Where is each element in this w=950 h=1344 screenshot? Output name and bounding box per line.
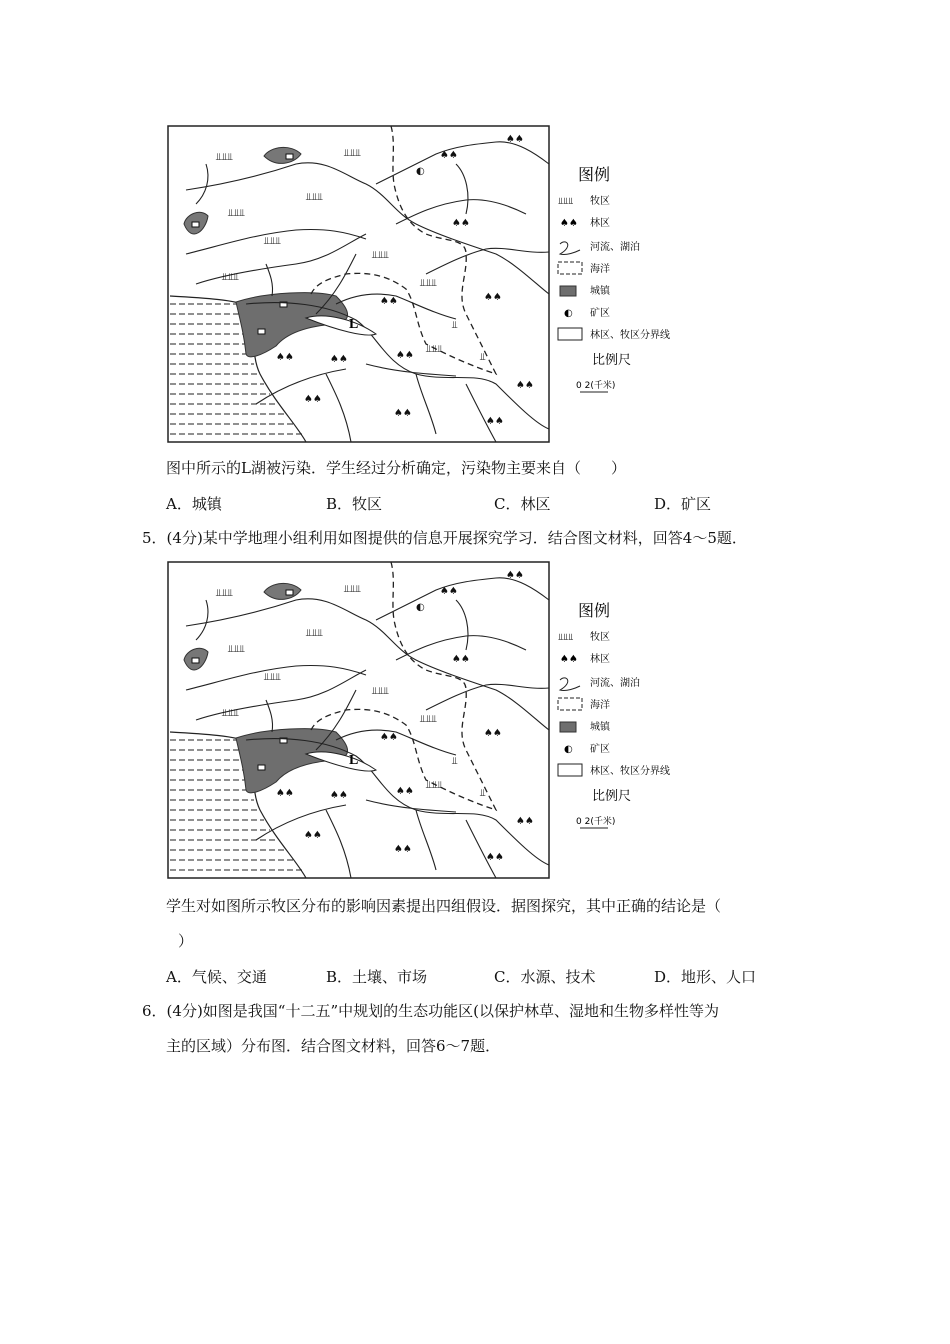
svg-text:⫫⫫⫫: ⫫⫫⫫ [228,644,245,655]
svg-text:⫫: ⫫ [480,352,486,363]
legend [557,165,670,392]
svg-text:林区、牧区分界线: 林区、牧区分界线 [590,330,670,341]
q5-intro: 5．(4分)某中学地理小组利用如图提供的信息开展探究学习．结合图文材料，回答4～5题． [142,529,747,547]
svg-text:⫫⫫⫫: ⫫⫫⫫ [306,628,323,639]
svg-text:⫫⫫⫫: ⫫⫫⫫ [558,197,574,207]
svg-text:♠♠: ♠♠ [486,852,504,863]
svg-text:⫫: ⫫ [480,788,486,799]
svg-text:林区、牧区分界线: 林区、牧区分界线 [590,766,670,777]
svg-text:♠♠: ♠♠ [394,408,412,419]
map-figure-1 [166,124,706,446]
svg-text:♠♠: ♠♠ [484,292,502,303]
svg-text:⫫⫫⫫: ⫫⫫⫫ [420,714,437,725]
svg-text:⫫⫫⫫: ⫫⫫⫫ [558,633,574,643]
svg-text:♠♠: ♠♠ [396,350,414,361]
svg-text:牧区: 牧区 [590,196,610,207]
q6-line2: 主的区域）分布图．结合图文材料，回答6～7题． [166,1037,501,1055]
svg-text:牧区: 牧区 [590,632,610,643]
map-svg-2 [166,560,706,882]
svg-text:♠♠: ♠♠ [452,218,470,229]
q5-option-a[interactable]: A．气候、交通 [166,968,267,986]
svg-text:河流、湖泊: 河流、湖泊 [590,242,640,253]
map-figure-2 [166,560,706,882]
svg-text:♠♠: ♠♠ [380,732,398,743]
svg-text:⫫⫫⫫: ⫫⫫⫫ [222,708,239,719]
svg-text:♠♠: ♠♠ [452,654,470,665]
svg-text:◐: ◐ [416,602,425,613]
svg-text:城镇: 城镇 [590,286,610,297]
svg-text:⫫⫫⫫: ⫫⫫⫫ [372,686,389,697]
svg-text:矿区: 矿区 [590,308,610,319]
svg-text:♠♠: ♠♠ [440,150,458,161]
svg-text:♠♠: ♠♠ [380,296,398,307]
svg-text:0 2(千米): 0 2(千米) [576,381,616,391]
svg-text:⫫⫫⫫: ⫫⫫⫫ [264,672,281,683]
svg-text:比例尺: 比例尺 [592,789,632,804]
map-svg [166,124,706,446]
svg-text:⫫⫫⫫: ⫫⫫⫫ [222,272,239,283]
svg-text:林区: 林区 [590,218,610,229]
svg-text:♠♠: ♠♠ [276,788,294,799]
svg-text:⫫⫫⫫: ⫫⫫⫫ [420,278,437,289]
q4-option-b[interactable]: B．牧区 [326,495,383,513]
svg-text:◐: ◐ [564,308,573,319]
q4-option-a[interactable]: A．城镇 [166,495,222,513]
svg-text:0 2(千米): 0 2(千米) [576,817,616,827]
svg-text:⫫⫫⫫: ⫫⫫⫫ [216,152,233,163]
svg-text:♠♠: ♠♠ [394,844,412,855]
q5-stem-line2: ） [178,932,194,950]
svg-text:⫫⫫⫫: ⫫⫫⫫ [306,192,323,203]
q6-line1: 6．(4分)如图是我国“十二五”中规划的生态功能区(以保护林草、湿地和生物多样性等为 [142,1002,719,1020]
svg-text:◐: ◐ [564,744,573,755]
svg-text:⫫: ⫫ [452,320,458,331]
svg-text:♠♠: ♠♠ [330,354,348,365]
q5-stem-line1: 学生对如图所示牧区分布的影响因素提出四组假设．据图探究，其中正确的结论是（ [166,897,722,915]
svg-text:⫫⫫⫫: ⫫⫫⫫ [228,208,245,219]
lake-label-2: L [349,753,359,768]
svg-text:图例: 图例 [578,601,611,620]
svg-text:城镇: 城镇 [590,722,610,733]
svg-text:海洋: 海洋 [590,264,610,275]
q4-stem: 图中所示的L湖被污染．学生经过分析确定，污染物主要来自（ ） [166,459,626,477]
svg-text:♠♠: ♠♠ [304,830,322,841]
svg-text:矿区: 矿区 [590,744,610,755]
svg-text:⫫: ⫫ [452,756,458,767]
svg-text:♠♠: ♠♠ [516,380,534,391]
svg-text:♠♠: ♠♠ [396,786,414,797]
q5-option-b[interactable]: B．土壤、市场 [326,968,428,986]
legend-2 [557,601,670,828]
svg-text:河流、湖泊: 河流、湖泊 [590,678,640,689]
q5-option-c[interactable]: C．水源、技术 [494,968,596,986]
svg-text:♠♠: ♠♠ [486,416,504,427]
svg-text:♠♠: ♠♠ [516,816,534,827]
svg-text:林区: 林区 [590,654,610,665]
svg-text:♠♠: ♠♠ [560,218,578,229]
svg-text:海洋: 海洋 [590,700,610,711]
svg-text:比例尺: 比例尺 [592,353,632,368]
svg-text:♠♠: ♠♠ [304,394,322,405]
svg-text:♠♠: ♠♠ [506,570,524,581]
svg-text:⫫⫫⫫: ⫫⫫⫫ [372,250,389,261]
svg-text:♠♠: ♠♠ [484,728,502,739]
svg-text:♠♠: ♠♠ [506,134,524,145]
svg-text:⫫⫫⫫: ⫫⫫⫫ [344,584,361,595]
svg-text:♠♠: ♠♠ [560,654,578,665]
svg-text:图例: 图例 [578,165,611,184]
svg-text:◐: ◐ [416,166,425,177]
svg-text:♠♠: ♠♠ [440,586,458,597]
svg-text:⫫⫫⫫: ⫫⫫⫫ [426,344,443,355]
svg-text:⫫⫫⫫: ⫫⫫⫫ [264,236,281,247]
q4-option-c[interactable]: C．林区 [494,495,551,513]
svg-text:♠♠: ♠♠ [330,790,348,801]
svg-text:⫫⫫⫫: ⫫⫫⫫ [426,780,443,791]
svg-text:♠♠: ♠♠ [276,352,294,363]
q5-option-d[interactable]: D．地形、人口 [654,968,757,986]
lake-label: L [349,317,359,332]
q4-option-d[interactable]: D．矿区 [654,495,712,513]
svg-text:⫫⫫⫫: ⫫⫫⫫ [344,148,361,159]
svg-text:⫫⫫⫫: ⫫⫫⫫ [216,588,233,599]
